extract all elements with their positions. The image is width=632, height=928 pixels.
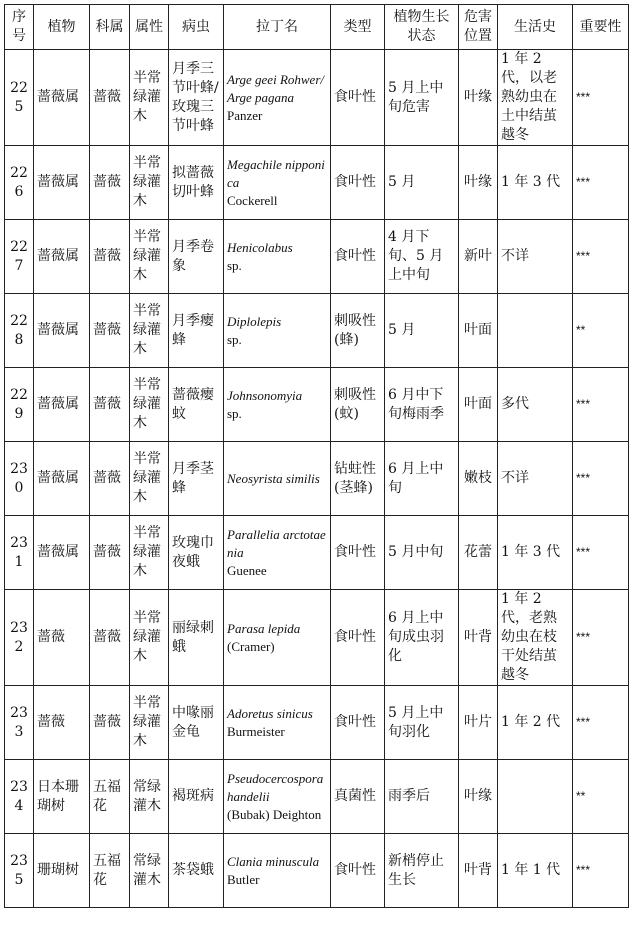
importance-cell: *** — [573, 146, 629, 220]
pest-cell: 月季瘿蜂 — [169, 294, 224, 368]
type-cell: 食叶性 — [331, 590, 385, 686]
latin-italic: Neosyrista similis — [227, 470, 320, 486]
row-number: 228 — [5, 294, 34, 368]
family-cell: 蔷薇 — [90, 516, 130, 590]
latin-author: Butler — [227, 871, 260, 887]
latin-name-cell — [224, 368, 331, 442]
attribute-cell: 半常绿灌木 — [130, 368, 169, 442]
life-history-cell: 不详 — [498, 442, 573, 516]
latin-author: sp. — [227, 257, 242, 273]
attribute-cell: 半常绿灌木 — [130, 146, 169, 220]
life-history-cell: 1 年 2 代，以老熟幼虫在土中结茧越冬 — [498, 50, 573, 146]
latin-name-cell — [224, 220, 331, 294]
family-cell: 蔷薇 — [90, 442, 130, 516]
growth-status-cell: 5 月 — [385, 294, 459, 368]
type-cell: 食叶性 — [331, 516, 385, 590]
attribute-cell: 半常绿灌木 — [130, 442, 169, 516]
plant-cell: 蔷薇属 — [34, 368, 90, 442]
latin-name-cell — [224, 760, 331, 834]
table-row — [5, 50, 629, 146]
growth-status-cell: 4 月下旬、5 月上中旬 — [385, 220, 459, 294]
life-history-cell: 多代 — [498, 368, 573, 442]
table-body — [5, 50, 629, 908]
attribute-cell: 半常绿灌木 — [130, 294, 169, 368]
life-history-cell: 不详 — [498, 220, 573, 294]
importance-cell: *** — [573, 50, 629, 146]
family-cell: 蔷薇 — [90, 686, 130, 760]
type-cell: 食叶性 — [331, 686, 385, 760]
attribute-cell: 常绿灌木 — [130, 834, 169, 908]
type-cell: 食叶性 — [331, 146, 385, 220]
attribute-cell: 半常绿灌木 — [130, 686, 169, 760]
life-history-cell: 1 年 3 代 — [498, 516, 573, 590]
pest-cell: 褐斑病 — [169, 760, 224, 834]
latin-author: Panzer — [227, 107, 263, 123]
importance-cell: ** — [573, 294, 629, 368]
table-row — [5, 294, 629, 368]
latin-name-cell — [224, 516, 331, 590]
header-cell: 生活史 — [498, 5, 573, 50]
table-row — [5, 516, 629, 590]
attribute-cell: 常绿灌木 — [130, 760, 169, 834]
pest-cell: 月季茎蜂 — [169, 442, 224, 516]
family-cell: 蔷薇 — [90, 50, 130, 146]
latin-italic: Pseudocercospora handelii — [227, 770, 324, 804]
row-number: 229 — [5, 368, 34, 442]
latin-italic: Johnsonomyia — [227, 387, 303, 403]
latin-author: sp. — [227, 331, 242, 347]
plant-cell: 珊瑚树 — [34, 834, 90, 908]
importance-cell: *** — [573, 516, 629, 590]
type-cell: 刺吸性(蜂) — [331, 294, 385, 368]
latin-name-cell — [224, 686, 331, 760]
header-cell: 科属 — [90, 5, 130, 50]
pest-cell: 丽绿刺蛾 — [169, 590, 224, 686]
growth-status-cell: 5 月 — [385, 146, 459, 220]
table-row — [5, 760, 629, 834]
plant-cell: 蔷薇属 — [34, 294, 90, 368]
pest-cell: 中喙丽金龟 — [169, 686, 224, 760]
row-number: 233 — [5, 686, 34, 760]
damage-position-cell: 叶背 — [459, 834, 498, 908]
damage-position-cell: 花蕾 — [459, 516, 498, 590]
table-row — [5, 442, 629, 516]
damage-position-cell: 叶片 — [459, 686, 498, 760]
plant-cell: 蔷薇属 — [34, 146, 90, 220]
plant-cell: 蔷薇属 — [34, 442, 90, 516]
latin-italic: Parallelia arctotaenia — [227, 526, 326, 560]
pest-cell: 月季三节叶蜂/玫瑰三节叶蜂 — [169, 50, 224, 146]
latin-italic: Arge geei Rohwer/ Arge pagana — [227, 71, 324, 105]
plant-cell: 日本珊瑚树 — [34, 760, 90, 834]
attribute-cell: 半常绿灌木 — [130, 516, 169, 590]
row-number: 232 — [5, 590, 34, 686]
importance-cell: *** — [573, 368, 629, 442]
table-row — [5, 146, 629, 220]
type-cell: 食叶性 — [331, 220, 385, 294]
damage-position-cell: 叶面 — [459, 368, 498, 442]
latin-italic: Megachile nipponica — [227, 156, 325, 190]
header-cell: 危害位置 — [459, 5, 498, 50]
latin-author: Guenee — [227, 562, 267, 578]
damage-position-cell: 新叶 — [459, 220, 498, 294]
header-row — [5, 5, 629, 50]
family-cell: 蔷薇 — [90, 590, 130, 686]
attribute-cell: 半常绿灌木 — [130, 590, 169, 686]
attribute-cell: 半常绿灌木 — [130, 50, 169, 146]
growth-status-cell: 5 月上中旬羽化 — [385, 686, 459, 760]
latin-italic: Diplolepis — [227, 313, 282, 329]
table-row — [5, 686, 629, 760]
damage-position-cell: 叶面 — [459, 294, 498, 368]
importance-cell: ** — [573, 760, 629, 834]
importance-cell: *** — [573, 590, 629, 686]
damage-position-cell: 叶背 — [459, 590, 498, 686]
latin-author: (Bubak) Deighton — [227, 806, 322, 822]
life-history-cell: 1 年 2 代，老熟幼虫在枝干处结茧越冬 — [498, 590, 573, 686]
row-number: 227 — [5, 220, 34, 294]
latin-author: (Cramer) — [227, 638, 275, 654]
table-row — [5, 368, 629, 442]
latin-name-cell — [224, 834, 331, 908]
plant-cell: 蔷薇属 — [34, 50, 90, 146]
pest-cell: 玫瑰巾夜蛾 — [169, 516, 224, 590]
header-cell: 类型 — [331, 5, 385, 50]
latin-italic: Clania minuscula — [227, 853, 320, 869]
pest-cell: 月季卷象 — [169, 220, 224, 294]
table-row — [5, 834, 629, 908]
plant-cell: 蔷薇属 — [34, 516, 90, 590]
latin-author: Burmeister — [227, 723, 285, 739]
type-cell: 刺吸性(蚊) — [331, 368, 385, 442]
header-cell: 植物生长状态 — [385, 5, 459, 50]
family-cell: 蔷薇 — [90, 368, 130, 442]
life-history-cell: 1 年 3 代 — [498, 146, 573, 220]
importance-cell: *** — [573, 442, 629, 516]
type-cell: 真菌性 — [331, 760, 385, 834]
row-number: 234 — [5, 760, 34, 834]
header-cell: 属性 — [130, 5, 169, 50]
pest-cell: 拟蔷薇切叶蜂 — [169, 146, 224, 220]
latin-author: sp. — [227, 405, 242, 421]
importance-cell: *** — [573, 686, 629, 760]
latin-name-cell — [224, 146, 331, 220]
type-cell: 钻蛀性(茎蜂) — [331, 442, 385, 516]
type-cell: 食叶性 — [331, 834, 385, 908]
growth-status-cell: 6 月上中旬成虫羽化 — [385, 590, 459, 686]
table-row — [5, 220, 629, 294]
plant-cell: 蔷薇 — [34, 686, 90, 760]
attribute-cell: 半常绿灌木 — [130, 220, 169, 294]
pest-cell: 茶袋蛾 — [169, 834, 224, 908]
table-row — [5, 590, 629, 686]
header-cell: 拉丁名 — [224, 5, 331, 50]
growth-status-cell: 5 月上中旬危害 — [385, 50, 459, 146]
row-number: 225 — [5, 50, 34, 146]
growth-status-cell: 6 月上中旬 — [385, 442, 459, 516]
header-cell: 植物 — [34, 5, 90, 50]
damage-position-cell: 嫩枝 — [459, 442, 498, 516]
importance-cell: *** — [573, 834, 629, 908]
latin-name-cell — [224, 590, 331, 686]
life-history-cell: 1 年 1 代 — [498, 834, 573, 908]
latin-italic: Parasa lepida — [227, 620, 301, 636]
importance-cell: *** — [573, 220, 629, 294]
life-history-cell: 1 年 2 代 — [498, 686, 573, 760]
family-cell: 五福花 — [90, 760, 130, 834]
plant-cell: 蔷薇 — [34, 590, 90, 686]
header-cell: 重要性 — [573, 5, 629, 50]
damage-position-cell: 叶缘 — [459, 146, 498, 220]
latin-name-cell — [224, 50, 331, 146]
pest-cell: 蔷薇瘿蚊 — [169, 368, 224, 442]
latin-name-cell — [224, 294, 331, 368]
damage-position-cell: 叶缘 — [459, 760, 498, 834]
family-cell: 五福花 — [90, 834, 130, 908]
damage-position-cell: 叶缘 — [459, 50, 498, 146]
latin-italic: Adoretus sinicus — [227, 705, 313, 721]
family-cell: 蔷薇 — [90, 294, 130, 368]
growth-status-cell: 新梢停止生长 — [385, 834, 459, 908]
latin-name-cell — [224, 442, 331, 516]
latin-italic: Henicolabus — [227, 239, 293, 255]
growth-status-cell: 6 月中下旬梅雨季 — [385, 368, 459, 442]
latin-author: Cockerell — [227, 192, 278, 208]
row-number: 230 — [5, 442, 34, 516]
header-cell: 病虫 — [169, 5, 224, 50]
type-cell: 食叶性 — [331, 50, 385, 146]
growth-status-cell: 5 月中旬 — [385, 516, 459, 590]
family-cell: 蔷薇 — [90, 146, 130, 220]
row-number: 231 — [5, 516, 34, 590]
pest-table — [4, 4, 629, 908]
row-number: 235 — [5, 834, 34, 908]
row-number: 226 — [5, 146, 34, 220]
life-history-cell — [498, 760, 573, 834]
plant-cell: 蔷薇属 — [34, 220, 90, 294]
life-history-cell — [498, 294, 573, 368]
growth-status-cell: 雨季后 — [385, 760, 459, 834]
family-cell: 蔷薇 — [90, 220, 130, 294]
header-cell: 序号 — [5, 5, 34, 50]
